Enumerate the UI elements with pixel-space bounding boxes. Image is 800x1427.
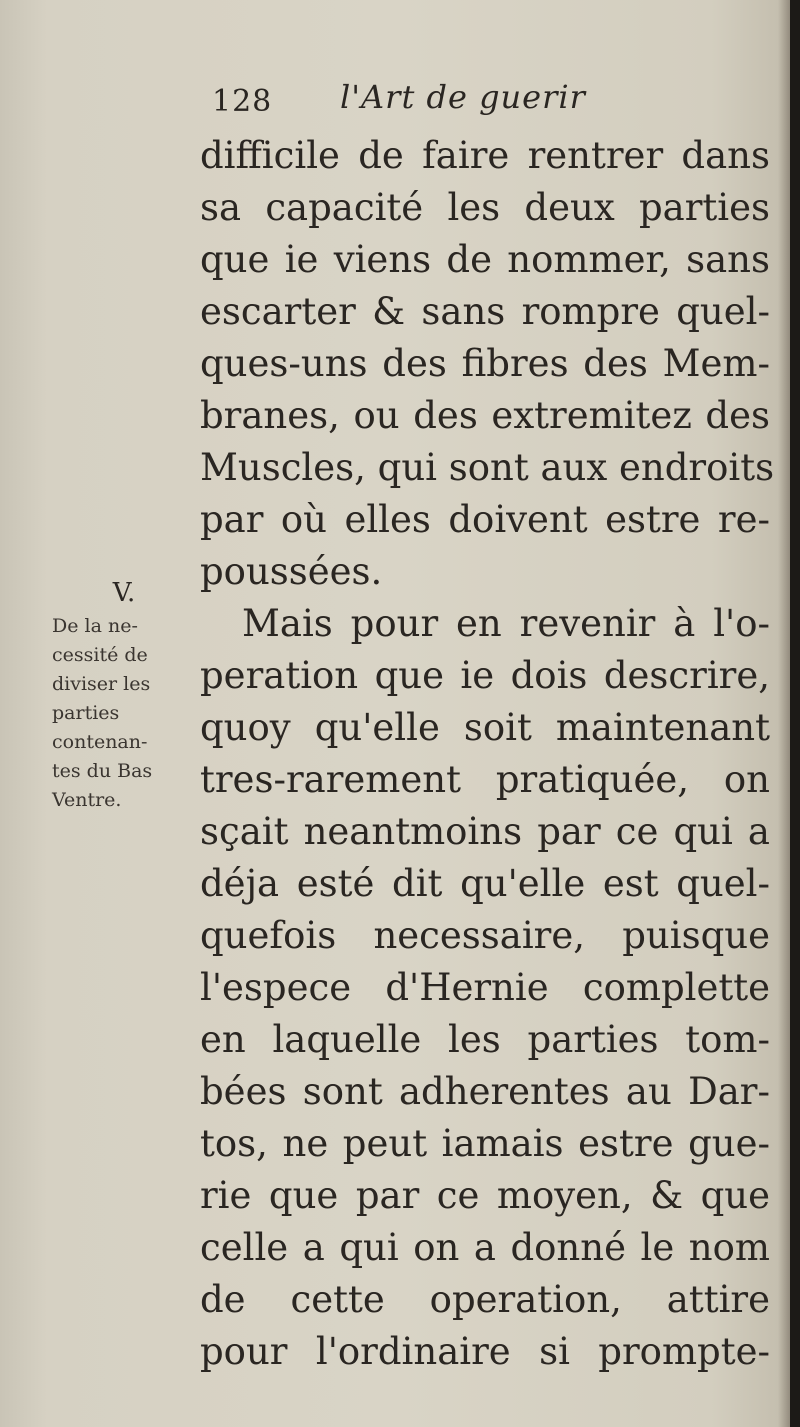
- text-line: quoy qu'elle soit maintenant: [200, 706, 770, 749]
- section-number: V.: [112, 578, 136, 608]
- page-edge-shadow: [778, 0, 790, 1427]
- text-line: déja esté dit qu'elle est quel-: [200, 862, 770, 905]
- text-line: par où elles doivent estre re-: [200, 498, 770, 541]
- text-line: escarter & sans rompre quel-: [200, 290, 770, 333]
- text-line: sçait neantmoins par ce qui a: [200, 810, 770, 853]
- text-line: poussées.: [200, 550, 383, 593]
- margin-note-line: cessité de: [52, 644, 148, 666]
- margin-note-line: contenan-: [52, 731, 148, 753]
- text-line: l'espece d'Hernie complette: [200, 966, 770, 1009]
- text-line: celle a qui on a donné le nom: [200, 1226, 770, 1269]
- text-line: en laquelle les parties tom-: [200, 1018, 770, 1061]
- margin-note-line: tes du Bas: [52, 760, 153, 782]
- text-line: peration que ie dois descrire,: [200, 654, 770, 697]
- text-line: tos, ne peut iamais estre gue-: [200, 1122, 770, 1165]
- text-line: bées sont adherentes au Dar-: [200, 1070, 770, 1113]
- margin-note-line: diviser les: [52, 673, 151, 695]
- margin-note-line: De la ne-: [52, 615, 138, 637]
- body-text: [200, 130, 775, 1378]
- text-line: branes, ou des extremitez des: [200, 394, 770, 437]
- text-line: Muscles, qui sont aux endroits: [200, 446, 775, 489]
- margin-note-line: parties: [52, 702, 120, 724]
- text-line: difficile de faire rentrer dans: [200, 134, 770, 177]
- margin-note-line: Ventre.: [52, 789, 122, 811]
- text-line: quefois necessaire, puisque: [200, 914, 770, 957]
- text-line: rie que par ce moyen, & que: [200, 1174, 770, 1217]
- text-line: pour l'ordinaire si prompte-: [200, 1330, 770, 1373]
- text-line: tres-rarement pratiquée, on: [200, 758, 770, 801]
- text-line: de cette operation, attire: [200, 1278, 770, 1321]
- text-line: que ie viens de nommer, sans: [200, 238, 770, 281]
- text-line: ques-uns des fibres des Mem-: [200, 342, 770, 385]
- paragraph-start-line: Mais pour en revenir à l'o-: [242, 602, 770, 645]
- text-line: sa capacité les deux parties: [200, 186, 770, 229]
- page-header: [212, 78, 672, 126]
- margin-note: [52, 612, 200, 815]
- page-number: 128: [212, 84, 273, 119]
- running-title: l'Art de guerir: [340, 78, 586, 116]
